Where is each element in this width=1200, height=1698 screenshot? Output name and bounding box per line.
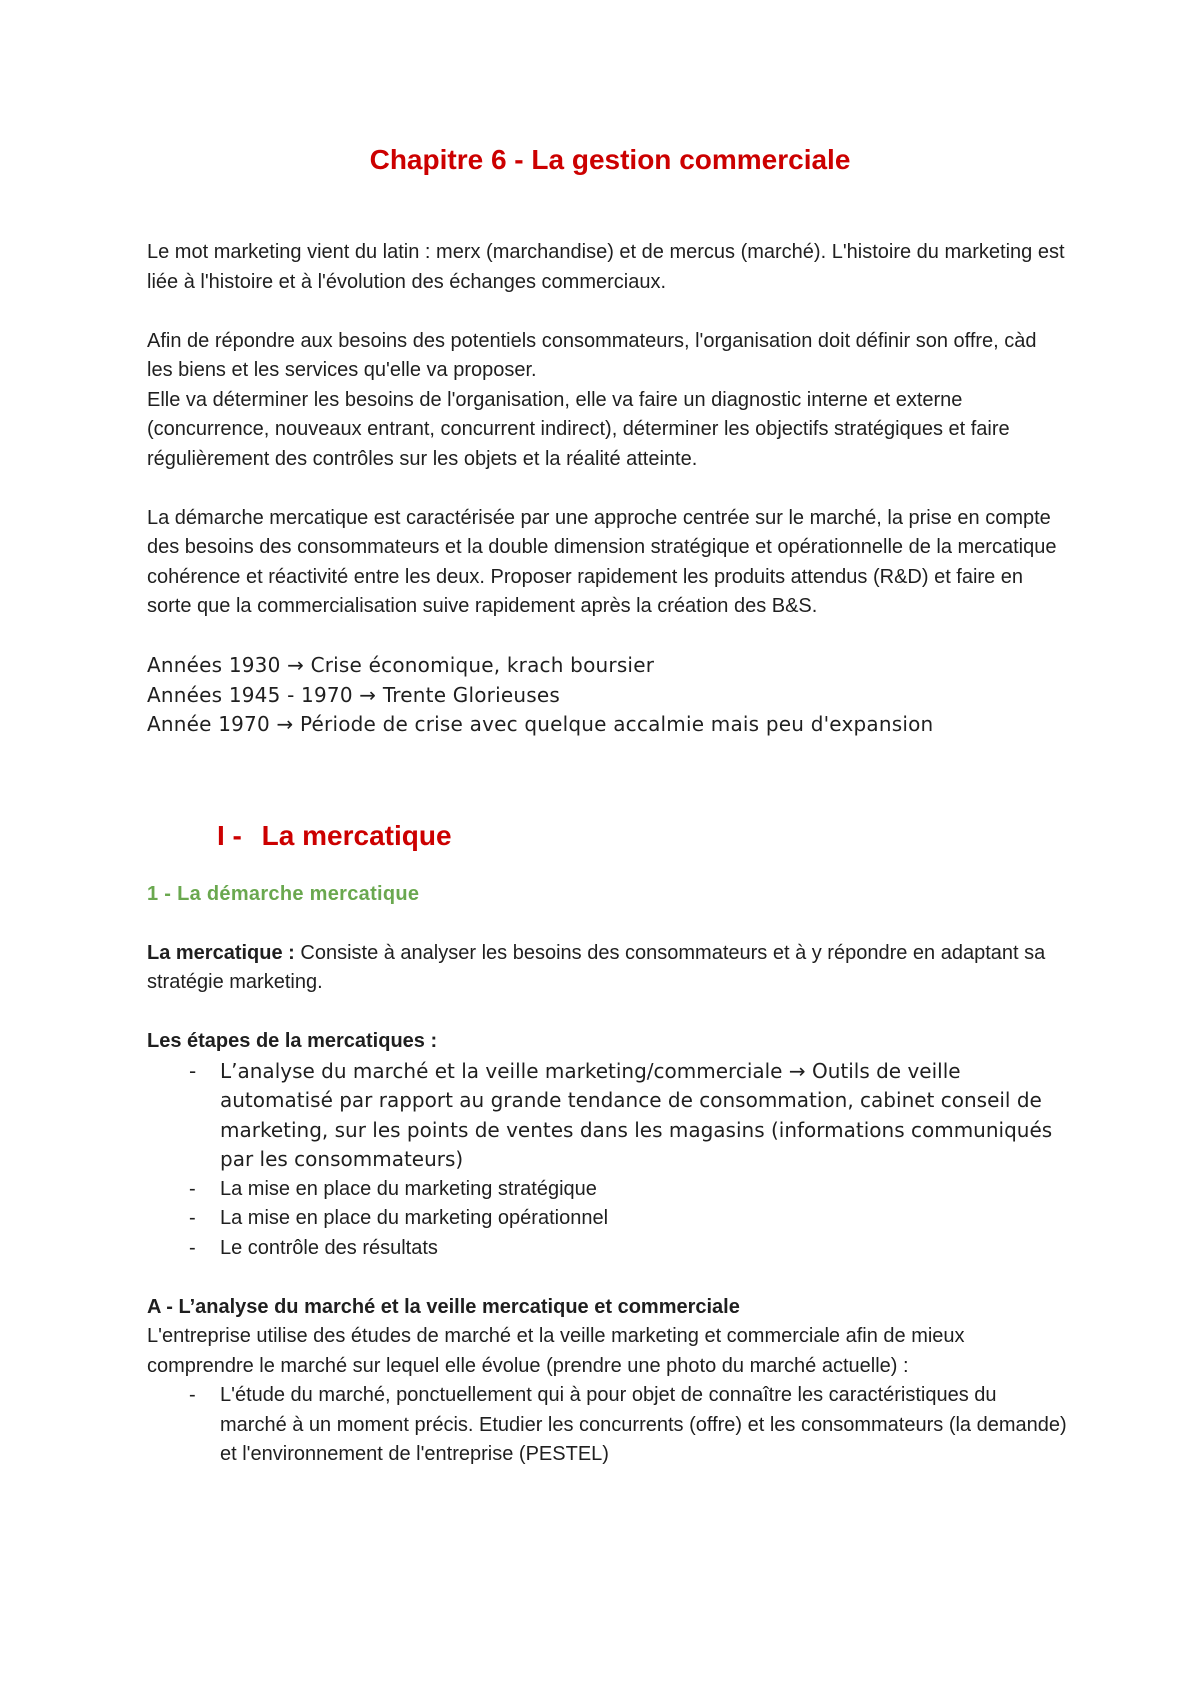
dash-bullet: - <box>189 1384 196 1406</box>
document-content <box>147 140 1067 1470</box>
spacer <box>147 909 1067 939</box>
definition-paragraph <box>147 939 1067 998</box>
spacer <box>147 740 1067 799</box>
spacer <box>147 856 1067 880</box>
list-item <box>147 1057 1067 1175</box>
spacer <box>147 799 1067 816</box>
list-item <box>147 1381 1067 1470</box>
list-item-text: L’analyse du marché et la veille marketing/commerciale → Outils de veille automatisé par rapport au grande tendance de consommation, cabinet conseil de marketing, sur les points de ventes dans les magasins (informations communiqués par les consommateurs) <box>220 1058 1053 1171</box>
subsection-a-list <box>147 1381 1067 1470</box>
list-item <box>147 1175 1067 1205</box>
spacer <box>147 297 1067 327</box>
intro-paragraph-1: Le mot marketing vient du latin : merx (marchandise) et de mercus (marché). L'histoire du marketing est liée à l'histoire et à l'évolution des échanges commerciaux. <box>147 241 1065 293</box>
dash-bullet: - <box>189 1236 196 1259</box>
definition-text: Consiste à analyser les besoins des consommateurs et à y répondre en adaptant sa stratégie marketing. <box>147 941 1046 993</box>
steps-label: Les étapes de la mercatiques : <box>147 1030 438 1052</box>
intro-paragraph-2a: Afin de répondre aux besoins des potentiels consommateurs, l'organisation doit définir son offre, càd les biens et les services qu'elle va proposer. <box>147 329 1037 381</box>
section-number: I - <box>217 819 242 851</box>
list-item-text: La mise en place du marketing stratégique <box>220 1177 597 1200</box>
document-title: Chapitre 6 - La gestion commerciale <box>369 144 851 175</box>
subsection-heading-a: A - L’analyse du marché et la veille mercatique et commerciale <box>147 1295 740 1318</box>
section-title-text: La mercatique <box>261 819 452 851</box>
definition-label: La mercatique : <box>147 941 295 964</box>
spacer <box>147 1263 1067 1293</box>
subsection-a-text: L'entreprise utilise des études de marché et la veille marketing et commerciale afin de mieux comprendre le marché sur lequel elle évolue (prendre une photo du marché actuelle) : <box>147 1325 965 1377</box>
timeline <box>147 651 1067 740</box>
list-item <box>147 1204 1067 1234</box>
list-item <box>147 1234 1067 1264</box>
dash-bullet: - <box>189 1058 197 1083</box>
intro-paragraph-3: La démarche mercatique est caractérisée par une approche centrée sur le marché, la prise en compte des besoins des consommateurs et la double dimension stratégique et opérationnelle de la mercatique cohérence et réactivité entre les deux. Proposer rapidement les produits attendus (R&D) et faire en sorte que la commercialisation suive rapidement après la création des B&S. <box>147 506 1057 617</box>
intro-paragraph-2b: Elle va déterminer les besoins de l'organisation, elle va faire un diagnostic interne et externe (concurrence, nouveaux entrant, concurrent indirect), déterminer les objectifs stratégiques et faire régulièrement des contrôles sur les objets et la réalité atteinte. <box>147 388 1010 470</box>
list-item-text: Le contrôle des résultats <box>220 1236 438 1259</box>
spacer <box>147 474 1067 504</box>
timeline-item: Années 1930 → Crise économique, krach boursier <box>147 653 655 677</box>
timeline-item: Années 1945 - 1970 → Trente Glorieuses <box>147 682 560 707</box>
spacer <box>147 622 1067 652</box>
timeline-item: Année 1970 → Période de crise avec quelque accalmie mais peu d'expansion <box>147 712 934 736</box>
spacer <box>147 998 1067 1028</box>
list-item-text: La mise en place du marketing opérationnel <box>220 1207 609 1229</box>
steps-list <box>147 1057 1067 1264</box>
section-heading <box>147 816 1067 856</box>
list-item-text: L'étude du marché, ponctuellement qui à pour objet de connaître les caractéristiques du marché à un moment précis. Etudier les concurrents (offre) et les consommateurs (la demande) et l'environnement de l'entreprise (PESTEL) <box>220 1384 1067 1465</box>
subsection-heading-1: 1 - La démarche mercatique <box>147 882 420 905</box>
dash-bullet: - <box>189 1177 196 1200</box>
dash-bullet: - <box>189 1207 196 1229</box>
